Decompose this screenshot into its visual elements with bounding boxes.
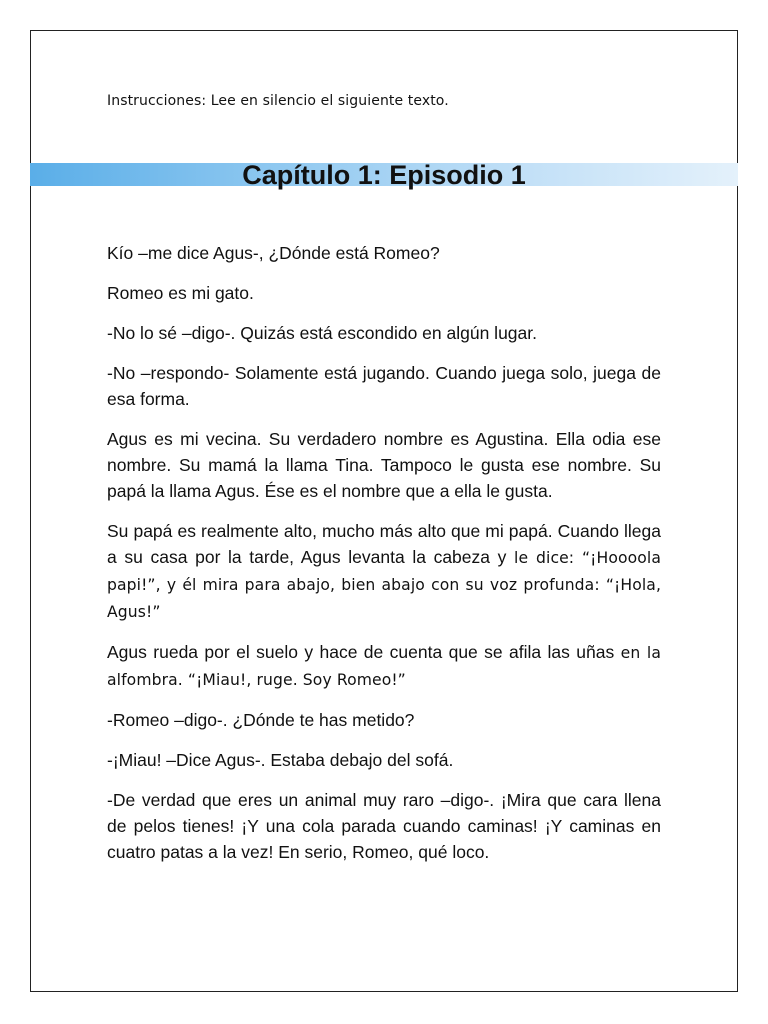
instructions-text: Instrucciones: Lee en silencio el siguiente texto. [107, 93, 449, 109]
paragraph-6 [107, 518, 661, 625]
paragraph-9: -¡Miau! –Dice Agus-. Estaba debajo del sofá. [107, 750, 454, 770]
paragraph-1: Kío –me dice Agus-, ¿Dónde está Romeo? [107, 243, 440, 263]
paragraph-4: -No –respondo- Solamente está jugando. Cuando juega solo, juega de esa forma. [107, 363, 661, 409]
paragraph-5: Agus es mi vecina. Su verdadero nombre es Agustina. Ella odia ese nombre. Su mamá la llama Tina. Tampoco le gusta ese nombre. Su papá la llama Agus. Ése es el nombre que a ella le gusta. [107, 429, 661, 501]
paragraph-6-part-2: le dice: “¡Hoooola papi!”, y él mira para abajo, bien abajo con su voz profunda: “¡Hola, Agus!” [107, 549, 661, 621]
paragraph-6-part-1: Su papá es realmente alto, mucho más alto que mi papá. Cuando llega a su casa por la tarde, Agus levanta la cabeza y [107, 521, 661, 567]
paragraph-3: -No lo sé –digo-. Quizás está escondido en algún lugar. [107, 323, 537, 343]
paragraph-7-part-2: en la alfombra. “¡Miau!, ruge. Soy Romeo!” [107, 644, 661, 689]
paragraph-7 [107, 639, 661, 693]
paragraph-7-part-1: Agus rueda por el suelo y hace de cuenta que se afila las uñas [107, 642, 621, 662]
paragraph-8: -Romeo –digo-. ¿Dónde te has metido? [107, 710, 415, 730]
chapter-title: Capítulo 1: Episodio 1 [242, 160, 526, 190]
paragraph-2: Romeo es mi gato. [107, 283, 254, 303]
paragraph-10: -De verdad que eres un animal muy raro –digo-. ¡Mira que cara llena de pelos tienes! ¡Y una cola parada cuando caminas! ¡Y caminas en cuatro patas a la vez! En serio, Romeo, qué loco. [107, 790, 661, 862]
story-body [107, 240, 661, 879]
